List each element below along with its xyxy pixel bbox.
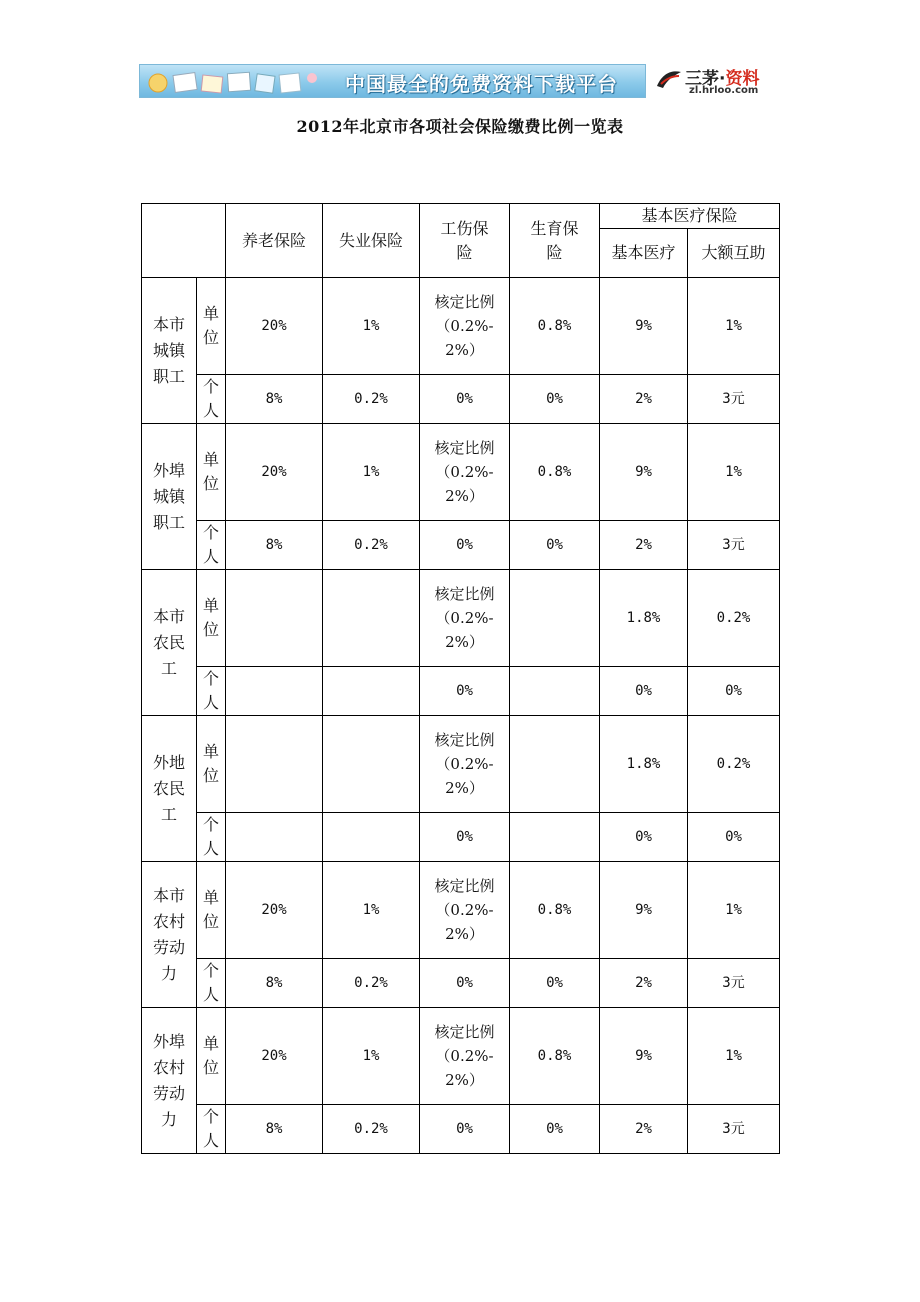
cell-unit-maternity: 0.8% — [510, 278, 600, 375]
cell-personal-maternity — [510, 667, 600, 716]
table-row-unit — [142, 278, 780, 375]
header-medical: 基本医疗保险 — [600, 204, 780, 229]
cell-unit-unemployment: 1% — [323, 1008, 420, 1105]
row-type-unit: 单位 — [197, 424, 226, 521]
logo-brand: 三茅·资料 — [685, 69, 760, 89]
header-maternity: 生育保险 — [510, 204, 600, 278]
row-type-unit: 单位 — [197, 1008, 226, 1105]
banner-slogan: 中国最全的免费资料下载平台 — [345, 72, 618, 96]
table-row-unit — [142, 570, 780, 667]
cell-unit-medical-large: 0.2% — [688, 570, 780, 667]
cell-unit-unemployment — [323, 570, 420, 667]
table-row-unit — [142, 424, 780, 521]
cell-unit-medical-basic: 9% — [600, 424, 688, 521]
cell-unit-medical-large: 1% — [688, 424, 780, 521]
group-label: 外地农民工 — [142, 716, 197, 862]
corner-cell — [142, 204, 226, 278]
cell-personal-medical-basic: 2% — [600, 959, 688, 1008]
cell-unit-pension — [226, 570, 323, 667]
header-medical-large: 大额互助 — [688, 229, 780, 278]
insurance-rate-table — [141, 203, 780, 1154]
cell-personal-injury: 0% — [420, 959, 510, 1008]
group-label: 本市农民工 — [142, 570, 197, 716]
cell-personal-medical-large: 3元 — [688, 1105, 780, 1154]
cell-personal-maternity: 0% — [510, 959, 600, 1008]
cell-personal-injury: 0% — [420, 813, 510, 862]
table-row-personal — [142, 813, 780, 862]
cell-unit-pension — [226, 716, 323, 813]
cell-unit-injury: 核定比例（0.2%-2%） — [420, 716, 510, 813]
cell-unit-pension: 20% — [226, 1008, 323, 1105]
cell-personal-medical-basic: 2% — [600, 1105, 688, 1154]
cell-personal-unemployment: 0.2% — [323, 375, 420, 424]
table-row-personal — [142, 1105, 780, 1154]
table-row-unit — [142, 716, 780, 813]
cell-personal-unemployment: 0.2% — [323, 521, 420, 570]
cell-personal-unemployment: 0.2% — [323, 959, 420, 1008]
cell-personal-unemployment — [323, 667, 420, 716]
row-type-personal: 个人 — [197, 667, 226, 716]
row-type-personal: 个人 — [197, 813, 226, 862]
cell-unit-medical-basic: 9% — [600, 278, 688, 375]
cell-personal-pension — [226, 813, 323, 862]
cell-unit-unemployment: 1% — [323, 862, 420, 959]
cell-personal-injury: 0% — [420, 1105, 510, 1154]
table-row-unit — [142, 862, 780, 959]
cell-personal-pension: 8% — [226, 375, 323, 424]
cell-unit-injury: 核定比例（0.2%-2%） — [420, 1008, 510, 1105]
header-medical-basic: 基本医疗 — [600, 229, 688, 278]
table-row-personal — [142, 667, 780, 716]
site-logo[interactable] — [655, 62, 775, 102]
cell-personal-medical-basic: 0% — [600, 667, 688, 716]
cell-unit-medical-basic: 9% — [600, 1008, 688, 1105]
row-type-personal: 个人 — [197, 1105, 226, 1154]
cell-personal-unemployment: 0.2% — [323, 1105, 420, 1154]
header-unemployment: 失业保险 — [323, 204, 420, 278]
cell-personal-injury: 0% — [420, 667, 510, 716]
cell-personal-medical-large: 0% — [688, 667, 780, 716]
cell-unit-pension: 20% — [226, 278, 323, 375]
cell-unit-injury: 核定比例（0.2%-2%） — [420, 278, 510, 375]
cell-personal-medical-basic: 2% — [600, 521, 688, 570]
table-row-personal — [142, 959, 780, 1008]
cell-personal-pension — [226, 667, 323, 716]
table-row-personal — [142, 521, 780, 570]
cell-personal-medical-large: 3元 — [688, 959, 780, 1008]
logo-url: zl.hrloo.com — [689, 85, 759, 96]
row-type-unit: 单位 — [197, 716, 226, 813]
stationery-illustration — [144, 68, 324, 96]
page-title: 2012年北京市各项社会保险缴费比例一览表 — [296, 117, 624, 136]
cell-unit-unemployment — [323, 716, 420, 813]
cell-personal-pension: 8% — [226, 1105, 323, 1154]
table-row-personal — [142, 375, 780, 424]
row-type-personal: 个人 — [197, 521, 226, 570]
header-pension: 养老保险 — [226, 204, 323, 278]
group-label: 本市农村劳动力 — [142, 862, 197, 1008]
cell-personal-pension: 8% — [226, 959, 323, 1008]
header-injury: 工伤保险 — [420, 204, 510, 278]
cell-unit-medical-basic: 9% — [600, 862, 688, 959]
row-type-unit: 单位 — [197, 278, 226, 375]
cell-unit-maternity: 0.8% — [510, 424, 600, 521]
cell-personal-injury: 0% — [420, 375, 510, 424]
cell-personal-injury: 0% — [420, 521, 510, 570]
cell-unit-medical-large: 1% — [688, 1008, 780, 1105]
cell-unit-medical-large: 1% — [688, 278, 780, 375]
cell-unit-maternity: 0.8% — [510, 862, 600, 959]
cell-unit-maternity — [510, 716, 600, 813]
cell-personal-maternity: 0% — [510, 1105, 600, 1154]
row-type-unit: 单位 — [197, 862, 226, 959]
cell-personal-medical-large: 3元 — [688, 375, 780, 424]
row-type-personal: 个人 — [197, 375, 226, 424]
cell-unit-medical-basic: 1.8% — [600, 570, 688, 667]
logo-mark-icon — [655, 68, 683, 90]
cell-personal-medical-basic: 0% — [600, 813, 688, 862]
top-banner[interactable] — [139, 64, 646, 98]
cell-unit-pension: 20% — [226, 862, 323, 959]
cell-unit-medical-large: 0.2% — [688, 716, 780, 813]
cell-unit-injury: 核定比例（0.2%-2%） — [420, 862, 510, 959]
cell-unit-unemployment: 1% — [323, 424, 420, 521]
cell-unit-medical-large: 1% — [688, 862, 780, 959]
cell-personal-medical-basic: 2% — [600, 375, 688, 424]
cell-personal-maternity: 0% — [510, 521, 600, 570]
cell-unit-maternity: 0.8% — [510, 1008, 600, 1105]
cell-personal-maternity: 0% — [510, 375, 600, 424]
row-type-unit: 单位 — [197, 570, 226, 667]
cell-personal-medical-large: 3元 — [688, 521, 780, 570]
table-row-unit — [142, 1008, 780, 1105]
row-type-personal: 个人 — [197, 959, 226, 1008]
group-label: 外埠城镇职工 — [142, 424, 197, 570]
cell-unit-injury: 核定比例（0.2%-2%） — [420, 424, 510, 521]
cell-unit-unemployment: 1% — [323, 278, 420, 375]
cell-unit-injury: 核定比例（0.2%-2%） — [420, 570, 510, 667]
group-label: 外埠农村劳动力 — [142, 1008, 197, 1154]
group-label: 本市城镇职工 — [142, 278, 197, 424]
cell-unit-maternity — [510, 570, 600, 667]
cell-unit-pension: 20% — [226, 424, 323, 521]
cell-personal-medical-large: 0% — [688, 813, 780, 862]
cell-personal-maternity — [510, 813, 600, 862]
cell-unit-medical-basic: 1.8% — [600, 716, 688, 813]
cell-personal-unemployment — [323, 813, 420, 862]
cell-personal-pension: 8% — [226, 521, 323, 570]
